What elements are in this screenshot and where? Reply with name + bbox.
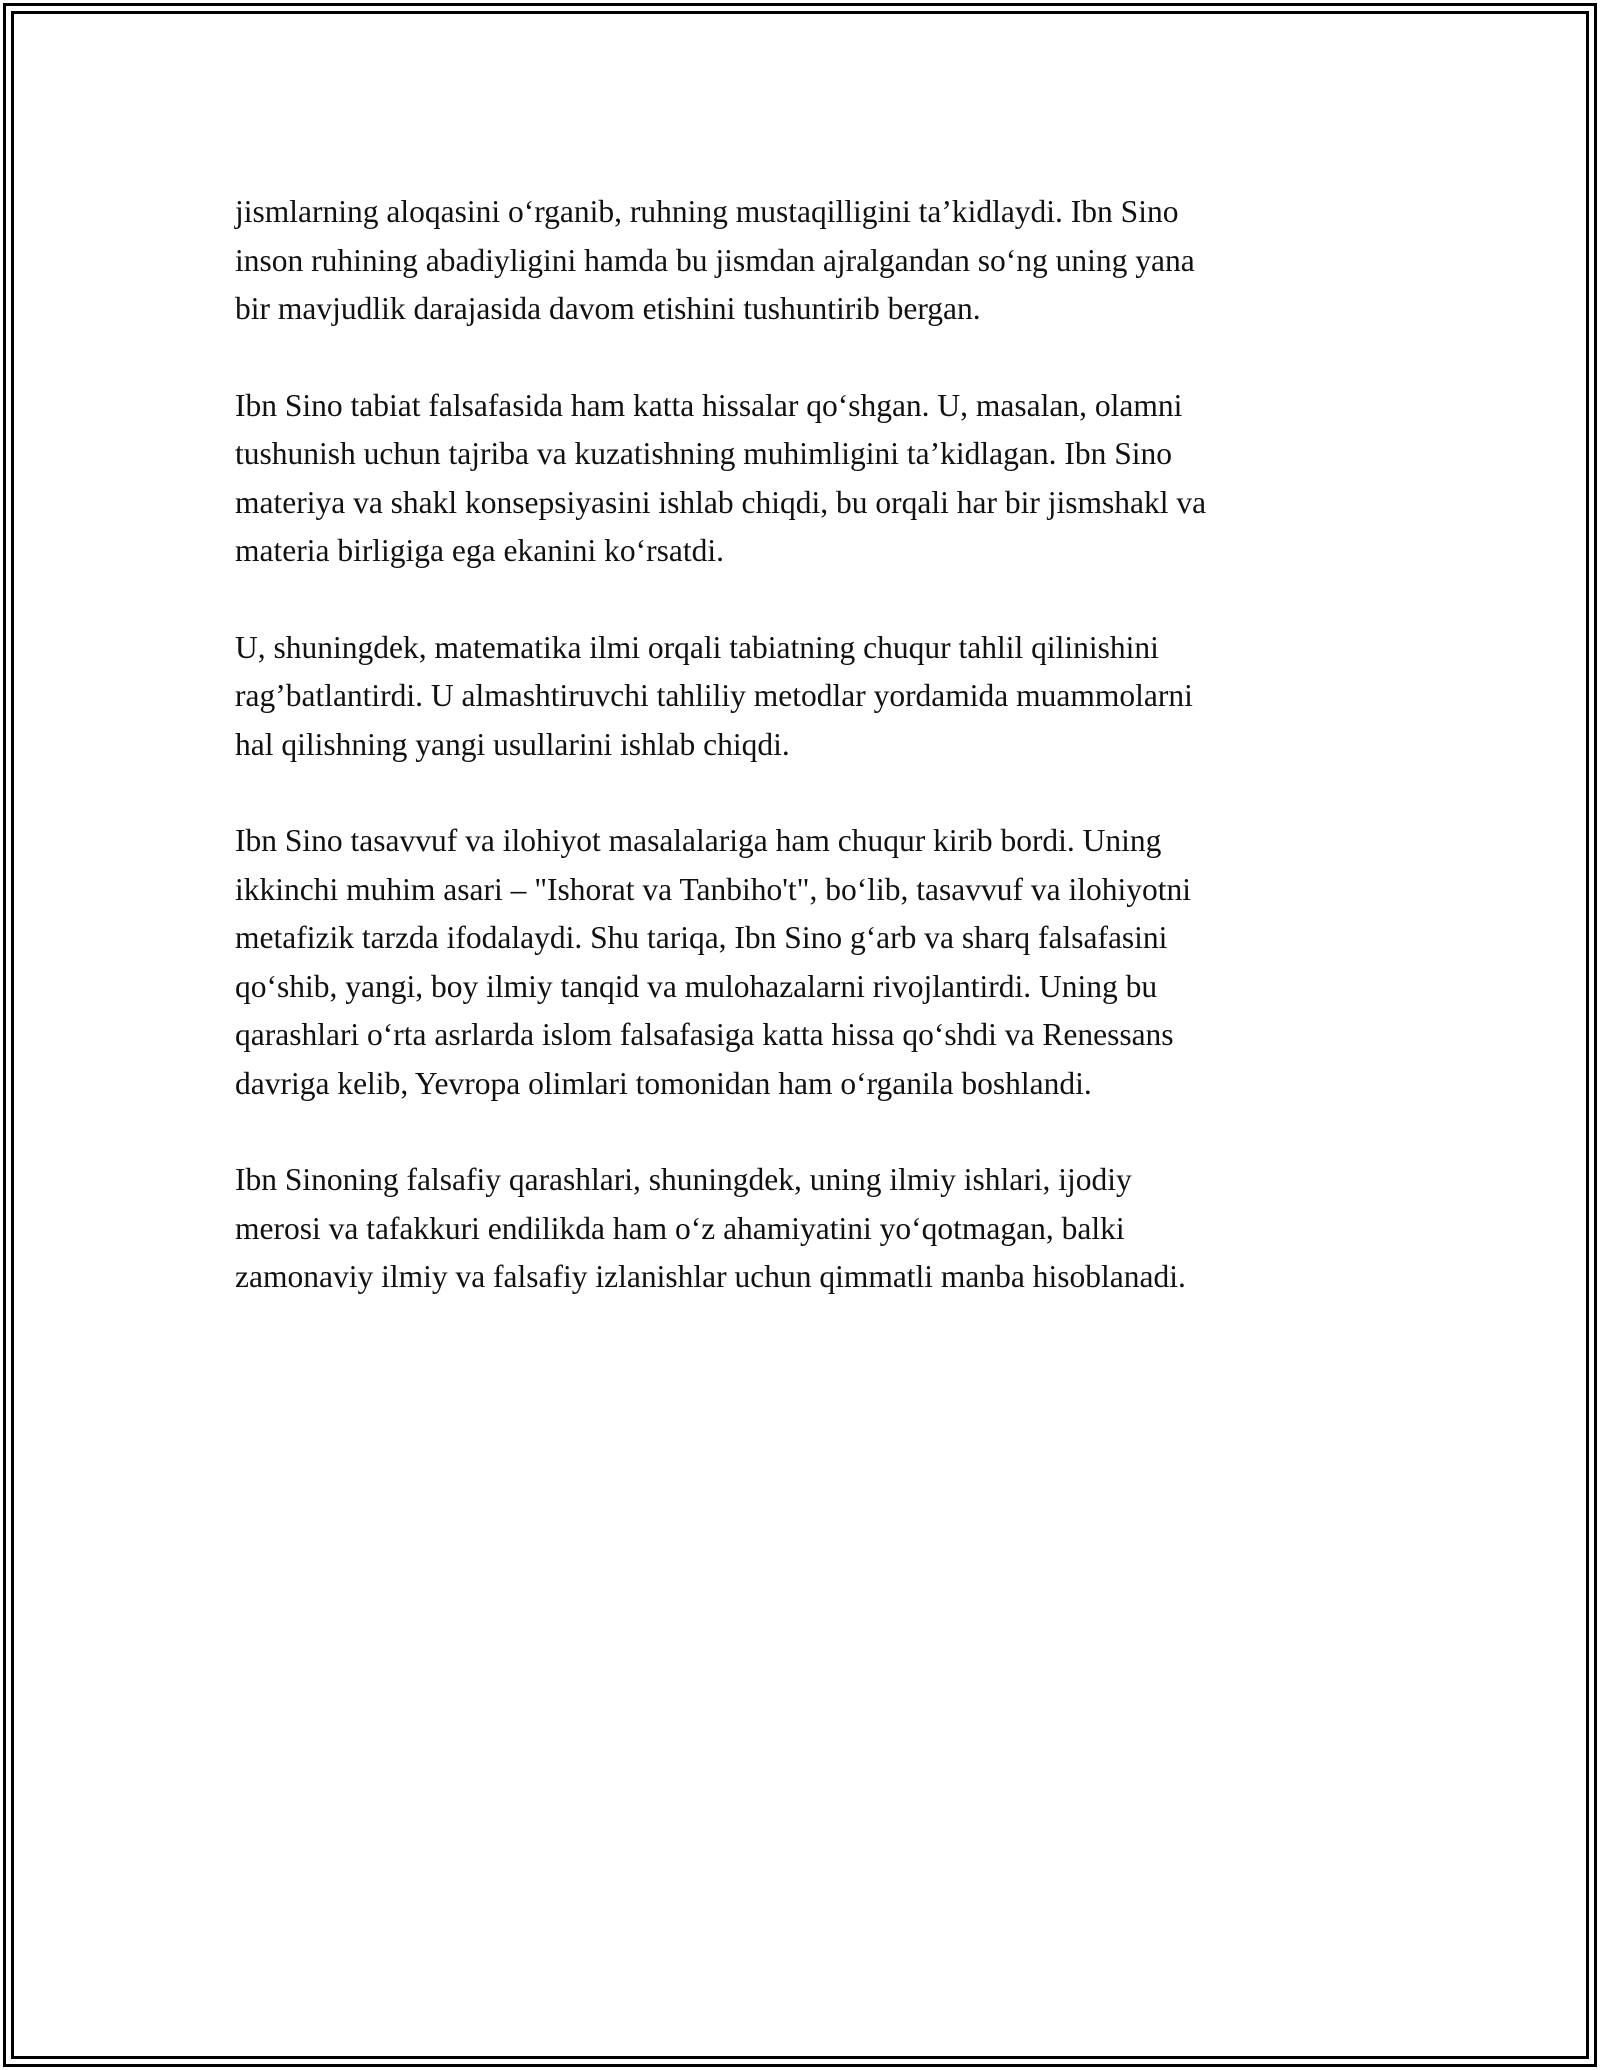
- text-line: materiya va shakl konsepsiyasini ishlab chiqdi, bu orqali har bir jismshakl va: [235, 484, 1207, 520]
- text-line: Ibn Sino tabiat falsafasida ham katta hissalar qo‘shgan. U, masalan, olamni: [235, 387, 1183, 423]
- text-line: merosi va tafakkuri endilikda ham o‘z ahamiyatini yo‘qotmagan, balki: [235, 1210, 1125, 1246]
- paragraph-1: [235, 188, 1375, 334]
- text-line: U, shuningdek, matematika ilmi orqali tabiatning chuqur tahlil qilinishini: [235, 629, 1159, 665]
- text-line: davriga kelib, Yevropa olimlari tomonidan ham o‘rganila boshlandi.: [235, 1065, 1092, 1101]
- paragraph-2: [235, 382, 1375, 576]
- document-body: [235, 188, 1375, 1350]
- text-line: jismlarning aloqasini o‘rganib, ruhning mustaqilligini ta’kidlaydi. Ibn Sino: [235, 194, 1179, 229]
- text-line: Ibn Sinoning falsafiy qarashlari, shuningdek, uning ilmiy ishlari, ijodiy: [235, 1162, 1132, 1197]
- text-line: bir mavjudlik darajasida davom etishini tushuntirib bergan.: [235, 291, 981, 326]
- text-line: materia birligiga ega ekanini ko‘rsatdi.: [235, 533, 724, 568]
- text-line: qarashlari o‘rta asrlarda islom falsafasiga katta hissa qo‘shdi va Renessans: [235, 1017, 1174, 1052]
- text-line: ikkinchi muhim asari – "Ishorat va Tanbiho't", bo‘lib, tasavvuf va ilohiyotni: [235, 871, 1191, 907]
- text-line: metafizik tarzda ifodalaydi. Shu tariqa, Ibn Sino g‘arb va sharq falsafasini: [235, 920, 1168, 955]
- paragraph-4: [235, 817, 1375, 1108]
- paragraph-3: [235, 624, 1375, 770]
- text-line: qo‘shib, yangi, boy ilmiy tanqid va mulohazalarni rivojlantirdi. Uning bu: [235, 968, 1158, 1004]
- text-line: inson ruhining abadiyligini hamda bu jismdan ajralgandan so‘ng uning yana: [235, 242, 1195, 278]
- text-line: Ibn Sino tasavvuf va ilohiyot masalalariga ham chuqur kirib bordi. Uning: [235, 823, 1162, 858]
- text-line: tushunish uchun tajriba va kuzatishning muhimligini ta’kidlagan. Ibn Sino: [235, 436, 1173, 471]
- text-line: rag’batlantirdi. U almashtiruvchi tahliliy metodlar yordamida muammolarni: [235, 678, 1193, 713]
- text-line: hal qilishning yangi usullarini ishlab chiqdi.: [235, 726, 790, 762]
- text-line: zamonaviy ilmiy va falsafiy izlanishlar uchun qimmatli manba hisoblanadi.: [235, 1259, 1186, 1294]
- paragraph-5: [235, 1156, 1375, 1302]
